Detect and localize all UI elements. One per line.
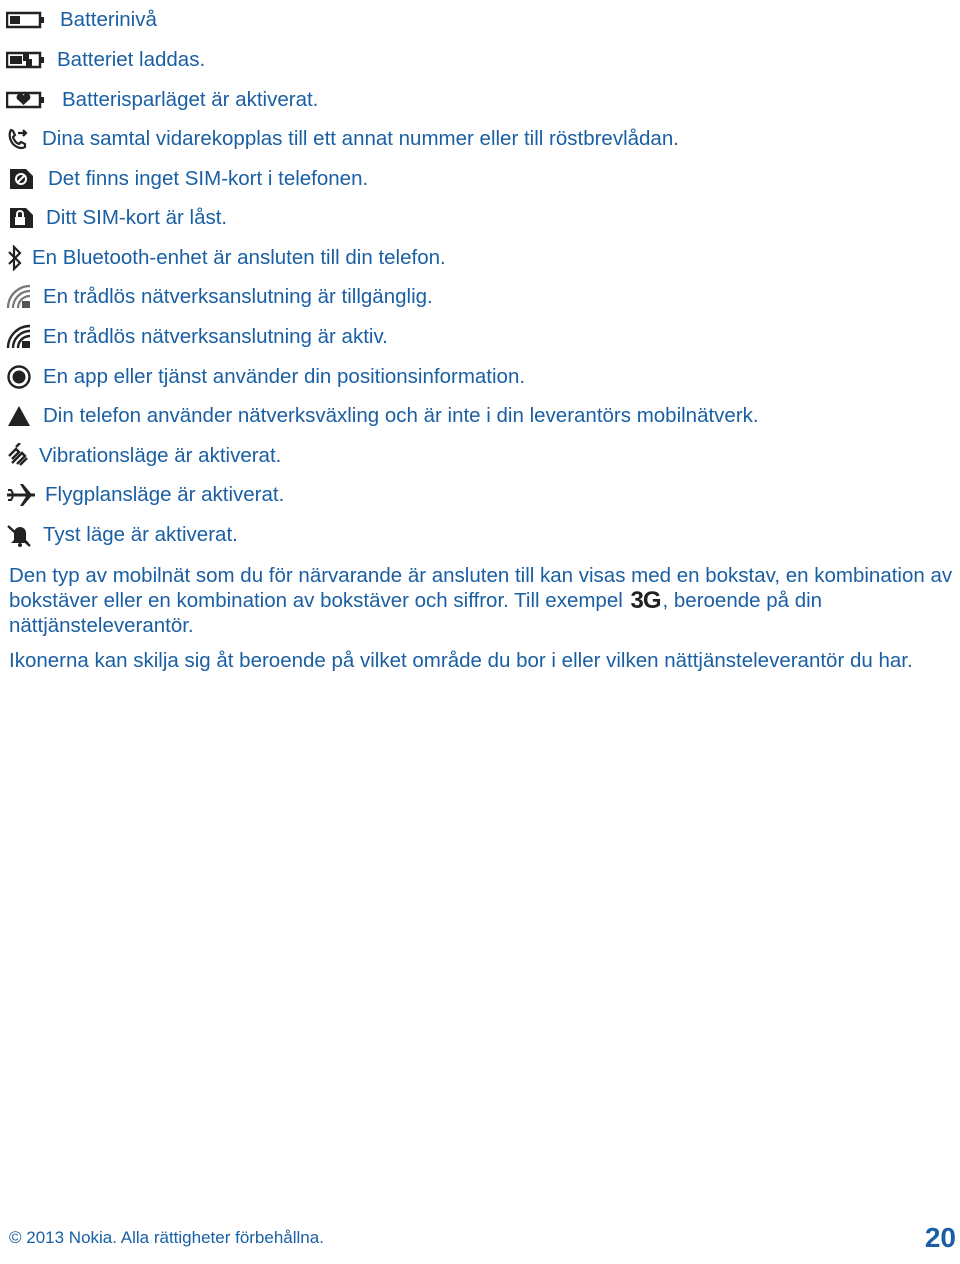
sim-locked-icon xyxy=(0,203,46,233)
list-item-silent xyxy=(0,517,238,553)
list-item-text: Vibrationsläge är aktiverat. xyxy=(39,444,282,467)
no-sim-icon xyxy=(0,164,48,194)
paragraph-text-before: Den typ av mobilnät som du för närvarande är ansluten till kan visas med en bokstav, en kombination av bokstäver eller en kombination av bokstäver och siffror. Till exempel xyxy=(9,564,953,612)
network-type-paragraph xyxy=(9,563,958,638)
list-item-battery-charging xyxy=(0,42,205,78)
list-item-text: En trådlös nätverksanslutning är aktiv. xyxy=(43,325,388,348)
list-item-bluetooth xyxy=(0,240,446,276)
list-item-call-forward xyxy=(0,121,679,157)
list-item-text: En Bluetooth-enhet är ansluten till din telefon. xyxy=(32,246,446,269)
list-item-text: Batterinivå xyxy=(60,8,157,31)
page-number: 20 xyxy=(924,1222,956,1253)
list-item-text: Tyst läge är aktiverat. xyxy=(43,523,238,546)
list-item-battery-level xyxy=(0,2,157,38)
paragraph-text-after: , beroende på din nättjänsteleverantör. xyxy=(9,589,823,637)
battery-saver-icon xyxy=(0,85,62,115)
list-item-text: Dina samtal vidarekopplas till ett annat nummer eller till röstbrevlådan. xyxy=(42,127,679,150)
list-item-text: Ditt SIM-kort är låst. xyxy=(46,206,228,229)
wifi-available-icon xyxy=(0,282,43,312)
list-item-text: Din telefon använder nätverksväxling och är inte i din leverantörs mobilnätverk. xyxy=(43,404,759,427)
battery-charging-icon xyxy=(0,45,57,75)
regional-icons-paragraph xyxy=(9,648,958,673)
list-item-text: En trådlös nätverksanslutning är tillgänglig. xyxy=(43,285,433,308)
silent-icon xyxy=(0,520,43,550)
paragraph-text: Ikonerna kan skilja sig åt beroende på vilket område du bor i eller vilken nättjänsteleverantör du har. xyxy=(9,649,913,672)
wifi-active-icon xyxy=(0,322,43,352)
list-item-no-sim xyxy=(0,161,368,197)
list-item-battery-saver xyxy=(0,82,318,118)
vibrate-icon xyxy=(0,441,39,471)
roaming-icon xyxy=(0,401,43,431)
airplane-icon xyxy=(0,480,45,510)
list-item-text: Det finns inget SIM-kort i telefonen. xyxy=(48,167,369,190)
network-3g-icon: 3G xyxy=(630,587,661,614)
list-item-wifi-available xyxy=(0,279,433,315)
list-item-text: Flygplansläge är aktiverat. xyxy=(45,483,285,506)
list-item-vibrate xyxy=(0,438,281,474)
list-item-location xyxy=(0,359,525,395)
list-item-text: Batteriet laddas. xyxy=(57,48,206,71)
list-item-roaming xyxy=(0,398,759,434)
battery-level-icon xyxy=(0,5,60,35)
copyright-footer: © 2013 Nokia. Alla rättigheter förbehållna. xyxy=(9,1228,324,1247)
bluetooth-icon xyxy=(0,243,32,273)
list-item-text: Batterisparläget är aktiverat. xyxy=(62,88,319,111)
list-item-sim-locked xyxy=(0,200,227,236)
list-item-airplane xyxy=(0,477,284,513)
call-forward-icon xyxy=(0,124,42,154)
list-item-wifi-active xyxy=(0,319,388,355)
list-item-text: En app eller tjänst använder din positionsinformation. xyxy=(43,365,526,388)
location-icon xyxy=(0,362,43,392)
